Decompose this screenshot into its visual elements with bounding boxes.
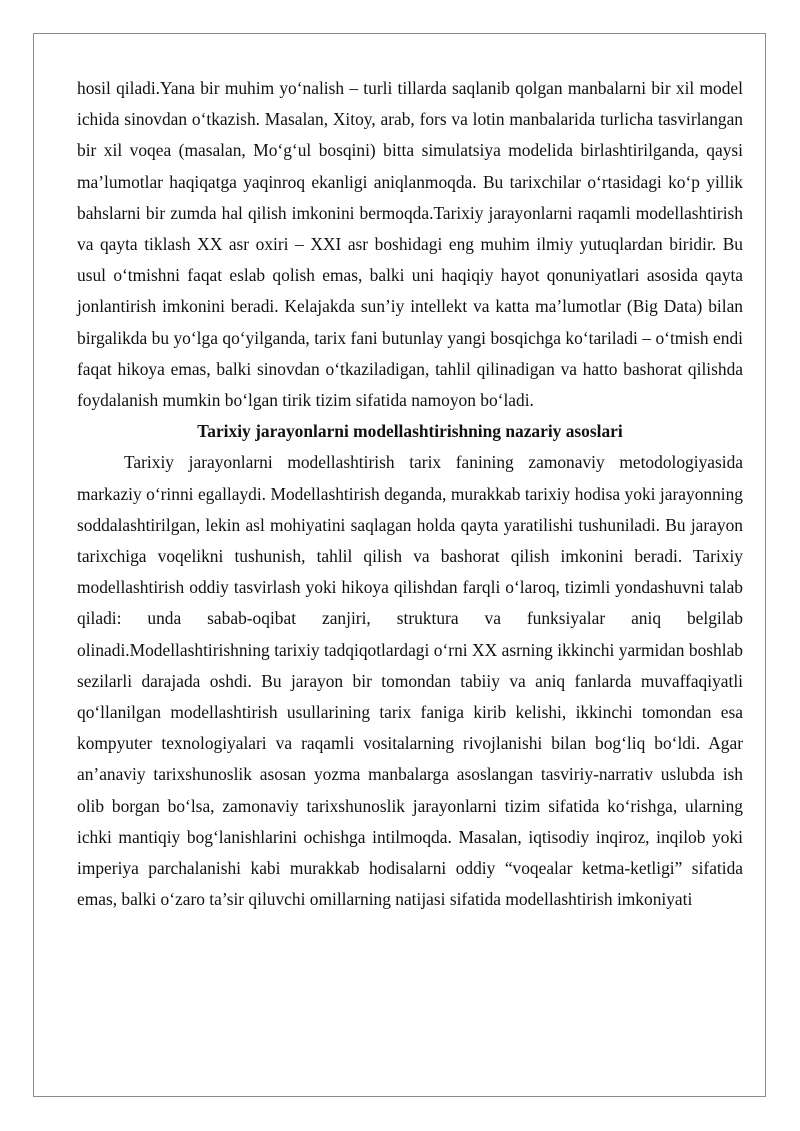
section-heading: Tarixiy jarayonlarni modellashtirishning nazariy asoslari [197,421,623,442]
body-paragraph: Tarixiy jarayonlarni modellashtirish tarix fanining zamonaviy metodologiyasida markaziy o‘rinni egallaydi. Modellashtirish deganda, murakkab tarixiy hodisa yoki jarayonning soddalashtirilgan, lekin asl mohiyatini saqlagan holda qayta yaratilishi tushuniladi. Bu jarayon tarixchiga voqelikni tushunish, tahlil qilish va bashorat qilish imkonini beradi. Tarixiy modellashtirish oddiy tasvirlash yoki hikoya qilishdan farqli o‘laroq, tizimli yondashuvni talab qiladi: unda sabab-oqibat zanjiri, struktura va funksiyalar aniq belgilab olinadi.Modellashtirishning tarixiy tadqiqotlardagi o‘rni XX asrning ikkinchi yarmidan boshlab sezilarli darajada oshdi. Bu jarayon bir tomondan tabiiy va aniq fanlarda muvaffaqiyatli qo‘llanilgan modellashtirish usullarining tarix faniga kirib kelishi, ikkinchi tomondan esa kompyuter texnologiyalari va raqamli vositalarning rivojlanishi bilan bog‘liq bo‘ldi. Agar an’anaviy tarixshunoslik asosan yozma manbalarga asoslangan tasviriy-narrativ uslubda ish olib borgan bo‘lsa, zamonaviy tarixshunoslik jarayonlarni tizim sifatida ko‘rishga, ularning ichki mantiqiy bog‘lanishlarini ochishga intilmoqda. Masalan, iqtisodiy inqiroz, inqilob yoki imperiya parchalanishi kabi murakkab hodisalarni oddiy “voqealar ketma-ketligi” sifatida emas, balki o‘zaro ta’sir qiluvchi omillarning natijasi sifatida modellashtirish imkoniyati [77,452,743,910]
document-body [77,73,743,915]
body-paragraph: hosil qiladi.Yana bir muhim yo‘nalish – turli tillarda saqlanib qolgan manbalarni bir xil model ichida sinovdan o‘tkazish. Masalan, Xitoy, arab, fors va lotin manbalarida turlicha tasvirlangan bir xil voqea (masalan, Mo‘g‘ul bosqini) bitta simulatsiya modelida birlashtirilganda, qaysi ma’lumotlar haqiqatga yaqinroq ekanligi aniqlanmoqda. Bu tarixchilar o‘rtasidagi ko‘p yillik bahslarni bir zumda hal qilish imkonini bermoqda.Tarixiy jarayonlarni raqamli modellashtirish va qayta tiklash XX asr oxiri – XXI asr boshidagi eng muhim ilmiy yutuqlardan biridir. Bu usul o‘tmishni faqat eslab qolish emas, balki uni haqiqiy hayot qonuniyatlari asosida qayta jonlantirish imkonini beradi. Kelajakda sun’iy intellekt va katta ma’lumotlar (Big Data) bilan birgalikda bu yo‘lga qo‘yilganda, tarix fani butunlay yangi bosqichga ko‘tariladi – o‘tmish endi faqat hikoya emas, balki sinovdan o‘tkaziladigan, tahlil qilinadigan va hatto bashorat qilishda foydalanish mumkin bo‘lgan tirik tizim sifatida namoyon bo‘ladi. [77,78,743,411]
